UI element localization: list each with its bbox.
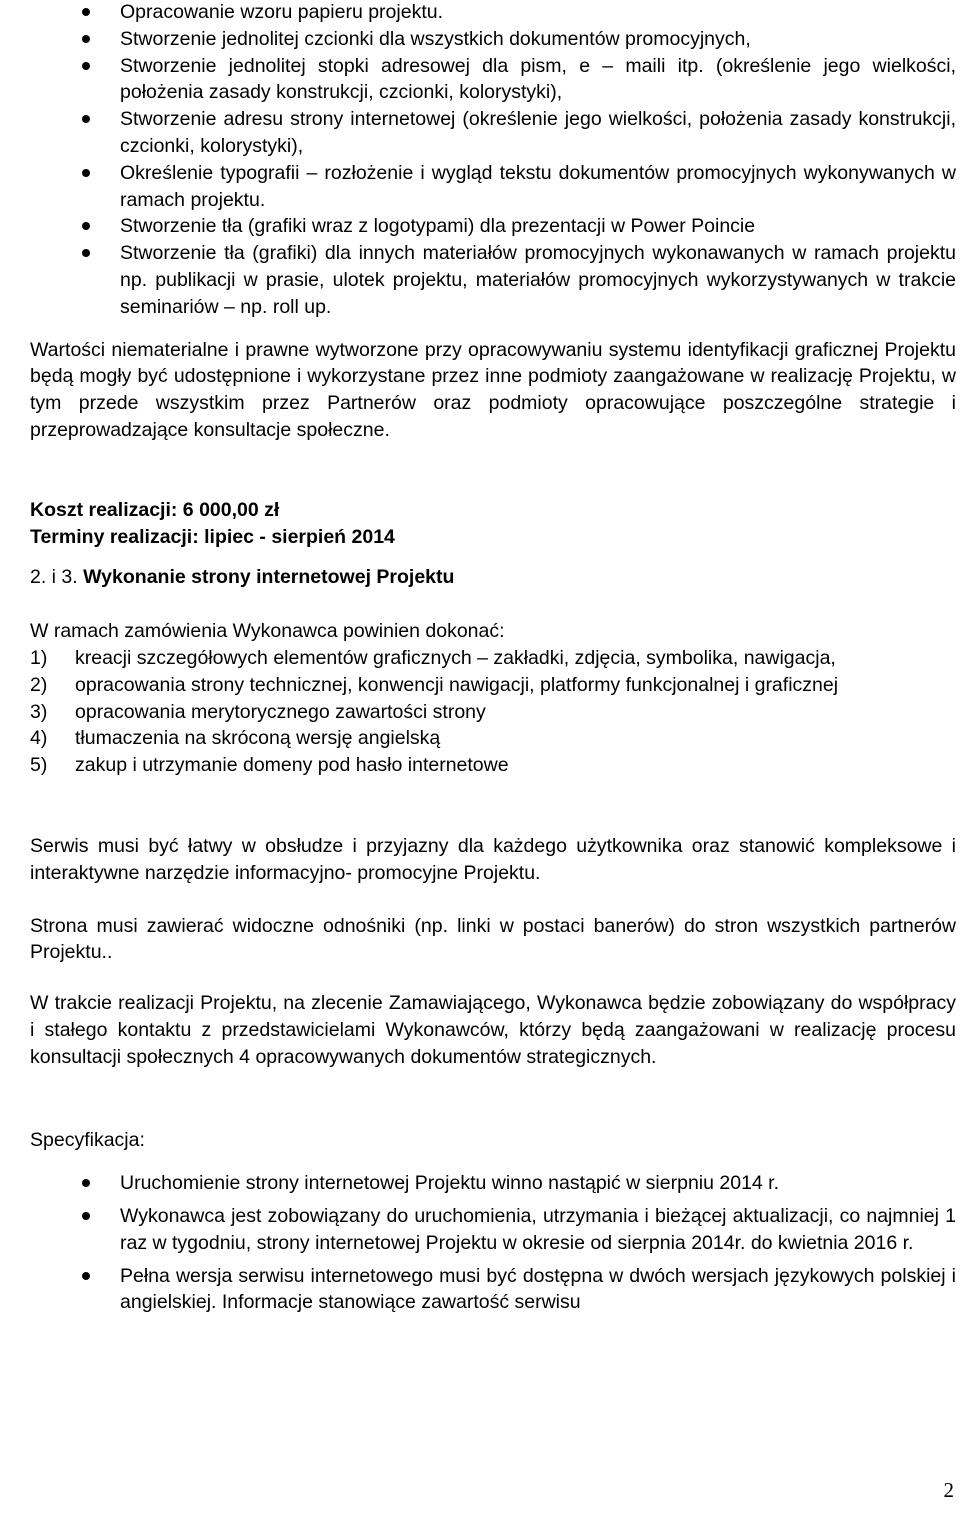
list-item <box>30 752 956 779</box>
item-number: 1) <box>30 646 48 669</box>
section-title: Wykonanie strony internetowej Projektu <box>83 566 455 589</box>
item-text: tłumaczenia na skróconą wersję angielską <box>75 727 441 750</box>
item-number: 3) <box>30 700 48 723</box>
section-number: 2. i 3. <box>30 566 84 589</box>
scope-intro: W ramach zamówienia Wykonawca powinien dokonać: <box>30 620 505 643</box>
list-item <box>30 672 956 699</box>
list-item: Stworzenie jednolitej stopki adresowej dla pism, e – maili itp. (określenie jego wielkości, położenia zasady konstrukcji, czcionki, kolorystyki), <box>30 53 956 107</box>
paragraph-links: Strona musi zawierać widoczne odnośniki (np. linki w postaci banerów) do stron wszystkich partnerów Projektu.. <box>30 914 956 964</box>
item-text: zakup i utrzymanie domeny pod hasło internetowe <box>75 754 509 777</box>
list-item: Określenie typografii – rozłożenie i wygląd tekstu dokumentów promocyjnych wykonywanych w ramach projektu. <box>30 160 956 214</box>
document-body <box>30 0 956 1316</box>
list-item: Opracowanie wzoru papieru projektu. <box>30 0 956 26</box>
list-item <box>30 645 956 672</box>
item-number: 4) <box>30 727 48 750</box>
list-item: Wykonawca jest zobowiązany do uruchomienia, utrzymania i bieżącej aktualizacji, co najmniej 1 raz w tygodniu, strony internetowej Projektu w okresie od sierpnia 2014r. do kwietnia 2016 r. <box>30 1203 956 1257</box>
page-number: 2 <box>943 1478 954 1502</box>
item-text: opracowania merytorycznego zawartości strony <box>75 700 486 723</box>
list-item: Stworzenie tła (grafiki) dla innych materiałów promocyjnych wykonawanych w ramach projektu np. publikacji w prasie, ulotek projektu, materiałów promocyjnych wykorzystywanych w trakcie seminariów – np. roll up. <box>30 240 956 320</box>
list-item: Stworzenie jednolitej czcionki dla wszystkich dokumentów promocyjnych, <box>30 26 956 53</box>
list-item <box>30 725 956 752</box>
list-item: Pełna wersja serwisu internetowego musi być dostępna w dwóch wersjach językowych polskiej i angielskiej. Informacje stanowiące zawartość serwisu <box>30 1263 956 1317</box>
spec-heading: Specyfikacja: <box>30 1128 145 1151</box>
paragraph-cooperation: W trakcie realizacji Projektu, na zlecenie Zamawiającego, Wykonawca będzie zobowiązany do współpracy i stałego kontaktu z przedstawicielami Wykonawców, którzy będą zaangażowani w realizację procesu konsultacji społecznych 4 opracowywanych dokumentów strategicznych. <box>30 992 956 1068</box>
paragraph-values: Wartości niematerialne i prawne wytworzone przy opracowywaniu systemu identyfikacji graficznej Projektu będą mogły być udostępnione i wykorzystane przez inne podmioty zaangażowane w realizację Projektu, w tym przede wszystkim przez Partnerów oraz podmioty opracowujące poszczególne strategie i przeprowadzające konsultacje społeczne. <box>30 338 956 441</box>
terms-line: Terminy realizacji: lipiec - sierpień 2014 <box>30 525 395 548</box>
cost-line: Koszt realizacji: 6 000,00 zł <box>30 498 280 521</box>
list-item: Uruchomienie strony internetowej Projektu winno nastąpić w sierpniu 2014 r. <box>30 1170 956 1197</box>
paragraph-service: Serwis musi być łatwy w obsłudze i przyjazny dla każdego użytkownika oraz stanowić kompleksowe i interaktywne narzędzie informacyjno- promocyjne Projektu. <box>30 834 956 884</box>
top-bullet-list <box>30 0 956 321</box>
item-number: 2) <box>30 673 48 696</box>
item-text: kreacji szczegółowych elementów graficznych – zakładki, zdjęcia, symbolika, nawigacja, <box>75 646 836 669</box>
list-item: Stworzenie adresu strony internetowej (określenie jego wielkości, położenia zasady konstrukcji, czcionki, kolorystyki), <box>30 106 956 160</box>
section-heading <box>30 564 956 591</box>
list-item <box>30 699 956 726</box>
spec-bullet-list <box>30 1170 956 1316</box>
scope-list <box>30 645 956 779</box>
item-number: 5) <box>30 754 48 777</box>
list-item: Stworzenie tła (grafiki wraz z logotypami) dla prezentacji w Power Poincie <box>30 213 956 240</box>
item-text: opracowania strony technicznej, konwencji nawigacji, platformy funkcjonalnej i graficznej <box>75 673 839 696</box>
